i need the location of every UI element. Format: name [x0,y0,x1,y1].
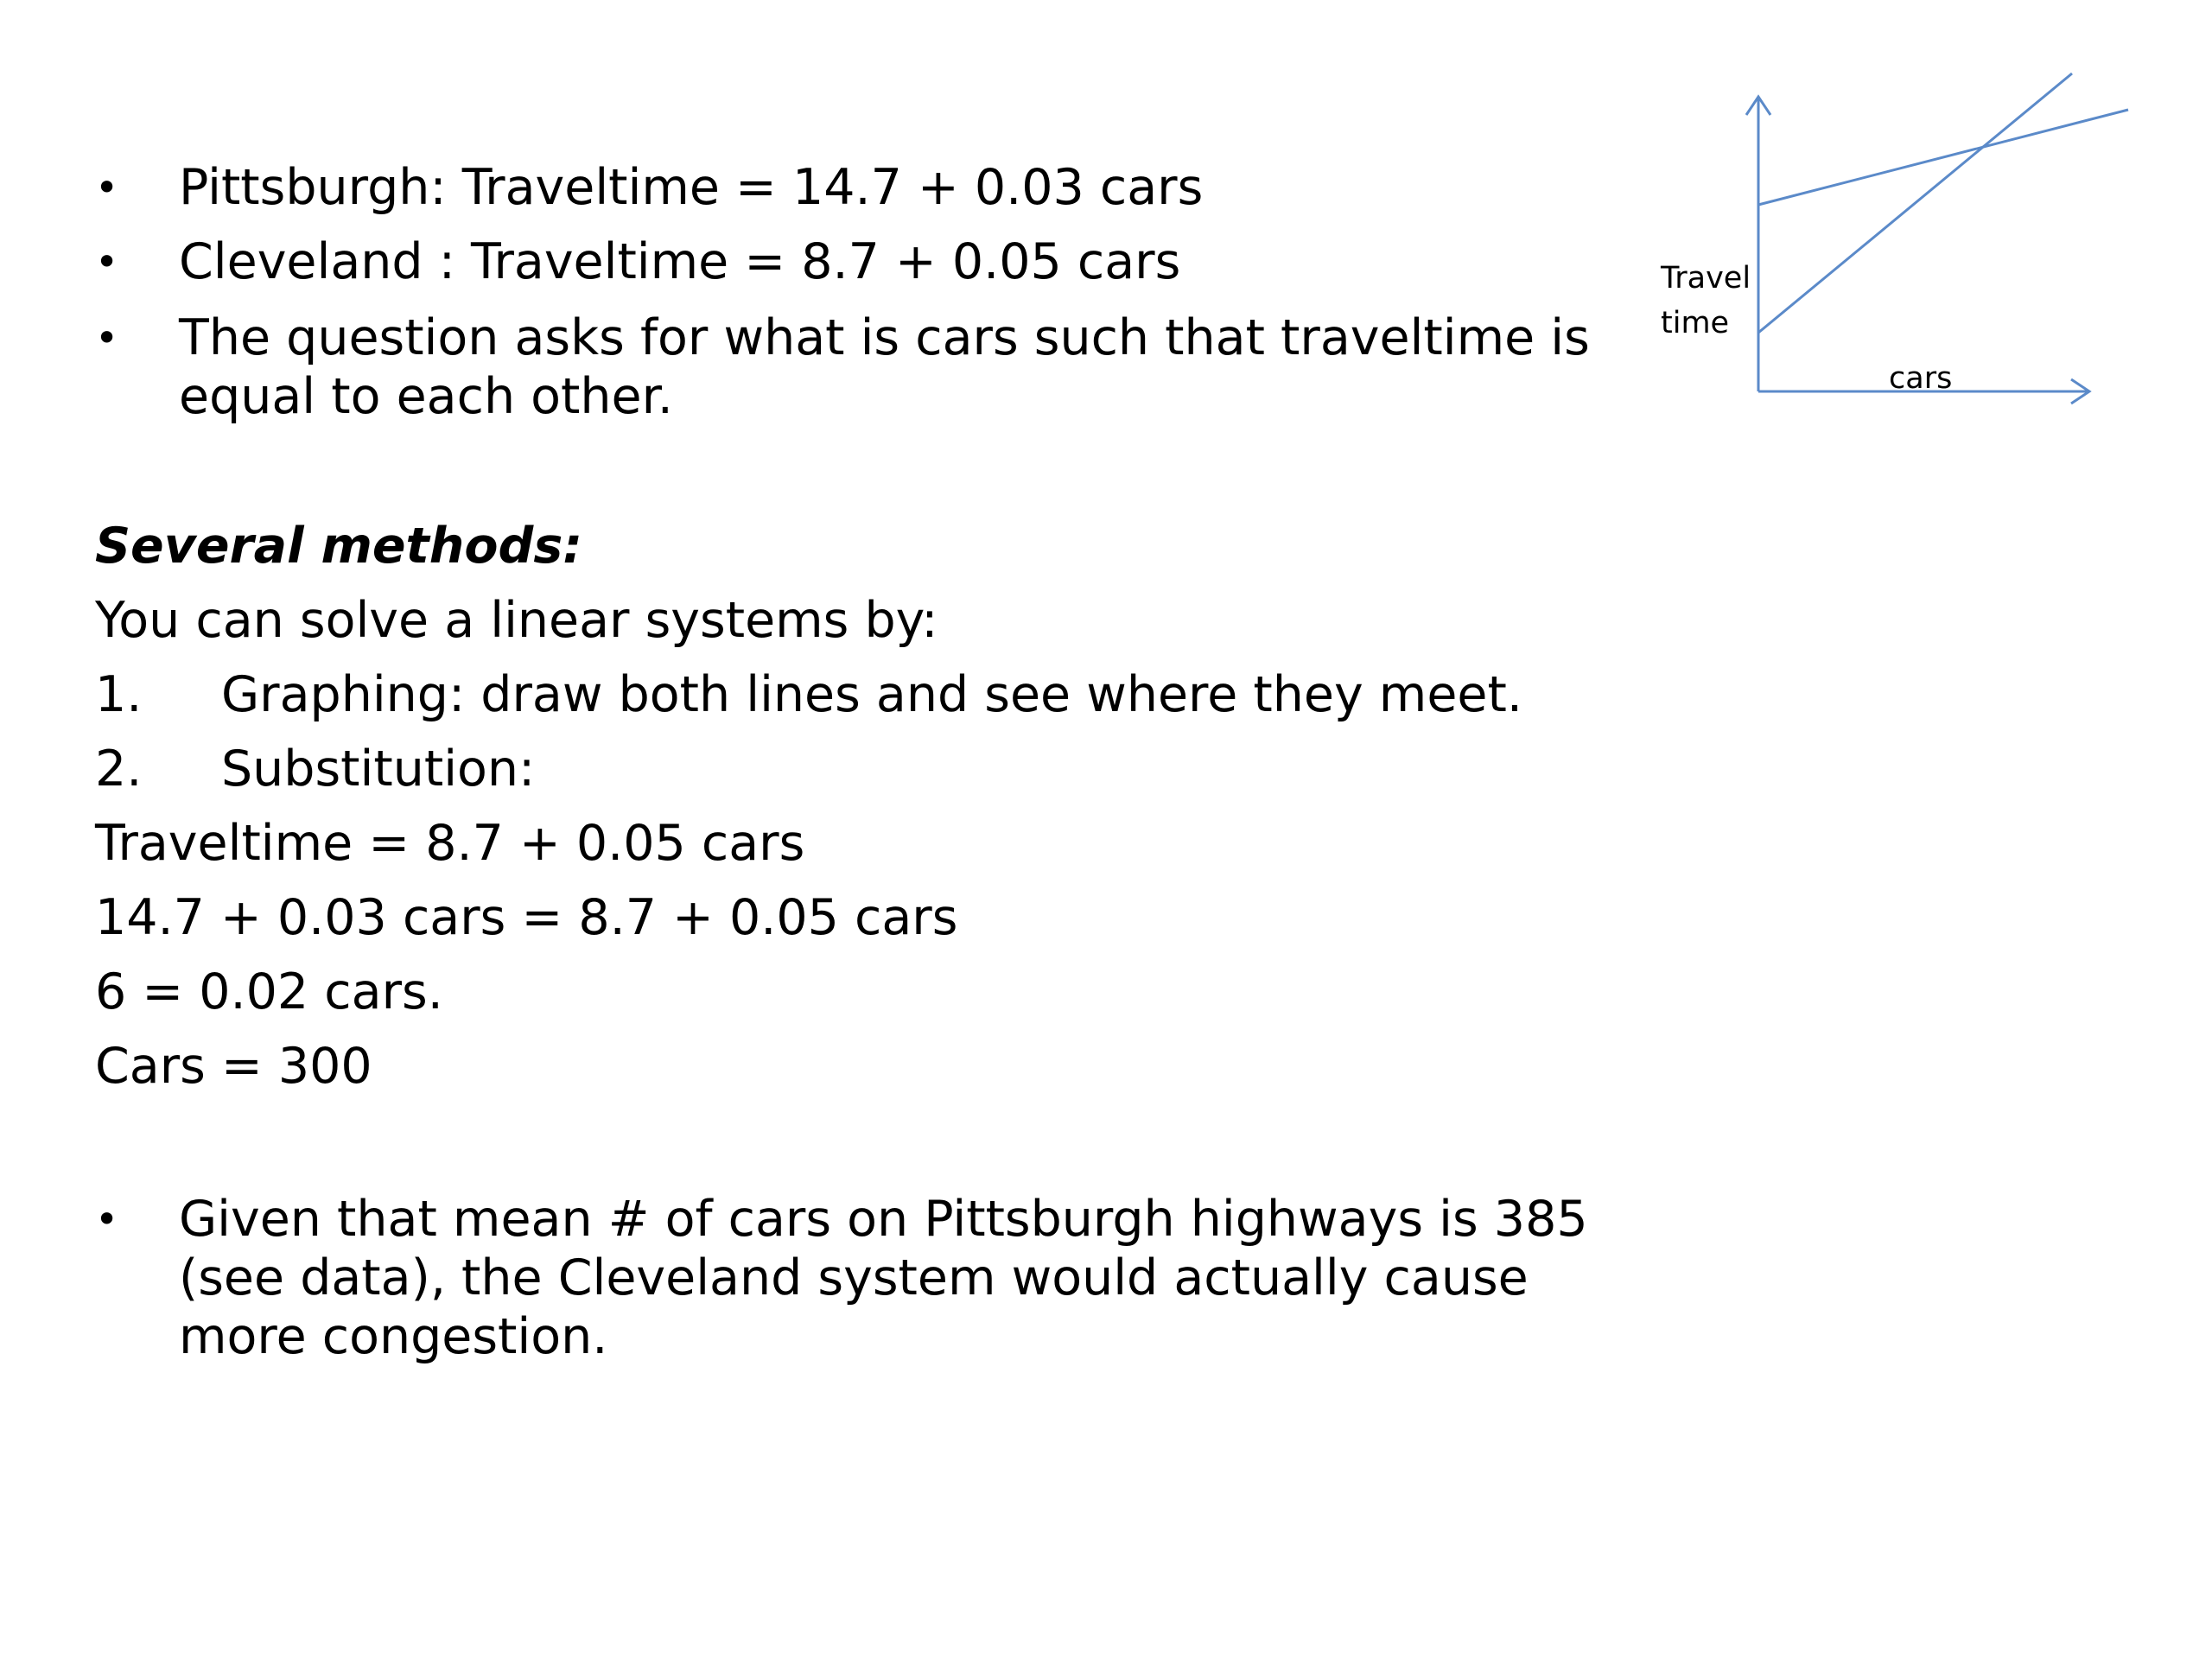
step-line: Cars = 300 [95,1038,372,1095]
method-number: 1. [95,666,143,723]
question-text: The question asks for what is cars such that traveltime is equal to each other. [179,309,1590,425]
bullet-marker: • [95,315,119,361]
cleveland-line [1758,73,2072,333]
cleveland-equation: Cleveland : Traveltime = 8.7 + 0.05 cars [179,233,1181,290]
pittsburgh-line [1758,110,2128,205]
method-number: 2. [95,741,143,798]
conclusion-text: Given that mean # of cars on Pittsburgh highways is 385 (see data), the Cleveland system would actually cause more congestion. [179,1191,1588,1365]
method-graphing: Graphing: draw both lines and see where they meet. [221,666,1522,723]
methods-heading: Several methods: [95,518,583,575]
bullet-marker: • [95,238,119,285]
bullet-marker: • [95,1196,119,1243]
bullet-marker: • [95,164,119,211]
y-axis-label-line1: Travel [1661,261,1751,296]
x-axis-arrowhead [2071,379,2089,404]
step-line: Traveltime = 8.7 + 0.05 cars [95,815,805,872]
step-line: 14.7 + 0.03 cars = 8.7 + 0.05 cars [95,889,958,946]
y-axis-arrowhead [1746,97,1770,115]
y-axis-label-line2: time [1661,306,1730,340]
step-line: 6 = 0.02 cars. [95,963,443,1020]
methods-intro: You can solve a linear systems by: [95,592,938,649]
x-axis-label: cars [1889,361,1953,396]
pittsburgh-equation: Pittsburgh: Traveltime = 14.7 + 0.03 cars [179,159,1204,216]
method-substitution: Substitution: [221,741,536,798]
